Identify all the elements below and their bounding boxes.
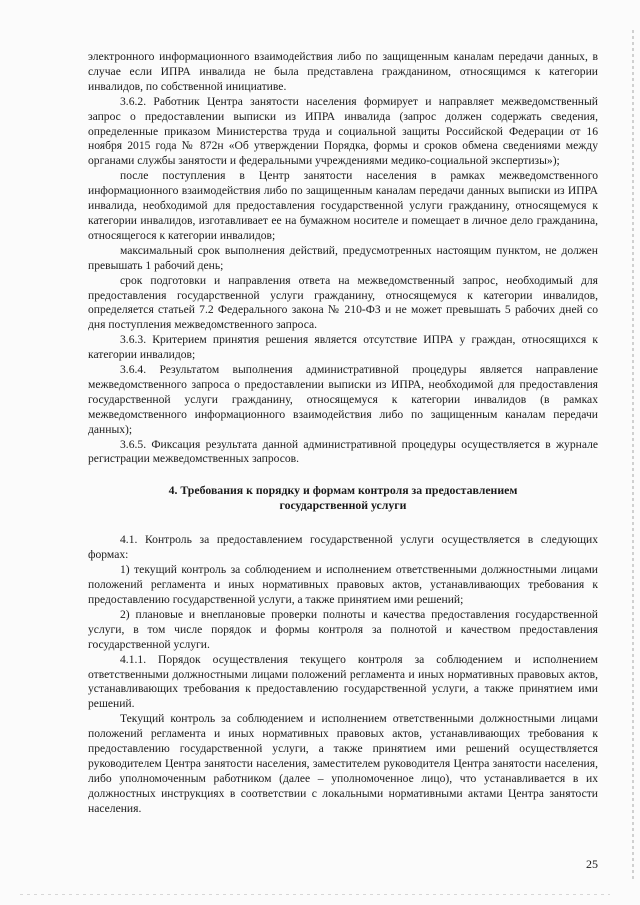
scan-bottom-artifact <box>20 894 610 895</box>
section-heading-line: государственной услуги <box>279 498 407 513</box>
page-number: 25 <box>586 857 598 871</box>
paragraph: 3.6.3. Критерием принятия решения является отсутствие ИПРА у граждан, относящихся к категории инвалидов; <box>88 333 598 362</box>
paragraph: 3.6.2. Работник Центра занятости населения формирует и направляет межведомственный запрос о предоставлении выписки из ИПРА инвалида (запрос должен содержать сведения, определенные приказом Министерства труда и социальной защиты Российской Федерации от 16 ноября 2015 года № 872н «Об утверждении Порядка, формы и сроков обмена сведениями между органами службы занятости и федеральными учреждениями медико-социальной экспертизы»); <box>88 94 598 168</box>
paragraph: Текущий контроль за соблюдением и исполнением ответственными должностными лицами положений регламента и иных нормативных правовых актов, устанавливающих требования к предоставлению государственной услуги, а также принятием ими решений осуществляется руководителем Центра занятости населения, заместителем руководителя Центра занятости населения, либо уполномоченным работником (далее – уполномоченное лицо), что устанавливается в их должностных инструкциях в соответствии с локальными нормативными актами Центра занятости населения. <box>88 712 598 815</box>
paragraph: 2) плановые и внеплановые проверки полноты и качества предоставления государственной услуги, в том числе порядок и формы контроля за полнотой и качеством предоставления государственной услуги. <box>88 607 598 651</box>
paragraph: срок подготовки и направления ответа на межведомственный запрос, необходимый для предоставления государственной услуги гражданину, относящемуся к категории инвалидов, определяется статьей 7.2 Федерального закона № 210-ФЗ и не может превышать 5 рабочих дней со дня поступления межведомственного запроса. <box>88 273 598 332</box>
paragraph: электронного информационного взаимодействия либо по защищенным каналам передачи данных, в случае если ИПРА инвалида не была представлена гражданином, относящимся к категории инвалидов, по собственной инициативе. <box>88 50 598 93</box>
section-heading-line: 4. Требования к порядку и формам контроля за предоставлением <box>168 483 518 498</box>
paragraph: 1) текущий контроль за соблюдением и исполнением ответственными должностными лицами положений регламента и иных нормативных правовых актов, устанавливающих требования к предоставлению государственной услуги, а также принятием ими решений; <box>88 563 598 606</box>
scan-edge-artifact <box>632 30 634 880</box>
paragraph: 4.1. Контроль за предоставлением государственной услуги осуществляется в следующих формах: <box>88 533 598 562</box>
section-heading <box>88 483 598 513</box>
document-body <box>88 50 598 817</box>
paragraph: максимальный срок выполнения действий, предусмотренных настоящим пунктом, не должен превышать 1 рабочий день; <box>88 243 598 272</box>
paragraph: 4.1.1. Порядок осуществления текущего контроля за соблюдением и исполнением ответственными должностными лицами положений регламента и иных нормативных правовых актов, устанавливающих требования к предоставлению государственной услуги, а также принятием ими решений. <box>88 652 598 711</box>
paragraph: 3.6.4. Результатом выполнения административной процедуры является направление межведомственного запроса о предоставлении выписки из ИПРА, необходимой для предоставления государственной услуги гражданину, относящемуся к категории инвалидов (в рамках межведомственного информационного взаимодействия либо по защищенным каналам передачи данных); <box>88 363 598 436</box>
paragraph: 3.6.5. Фиксация результата данной административной процедуры осуществляется в журнале регистрации межведомственных запросов. <box>88 437 598 466</box>
paragraph: после поступления в Центр занятости населения в рамках межведомственного информационного взаимодействия либо по защищенным каналам передачи данных выписки из ИПРА инвалида, необходимой для предоставления государственной услуги гражданину, относящемуся к категории инвалидов, изготавливает ее на бумажном носителе и помещает в личное дело гражданина, относящегося к категории инвалидов; <box>88 169 598 242</box>
